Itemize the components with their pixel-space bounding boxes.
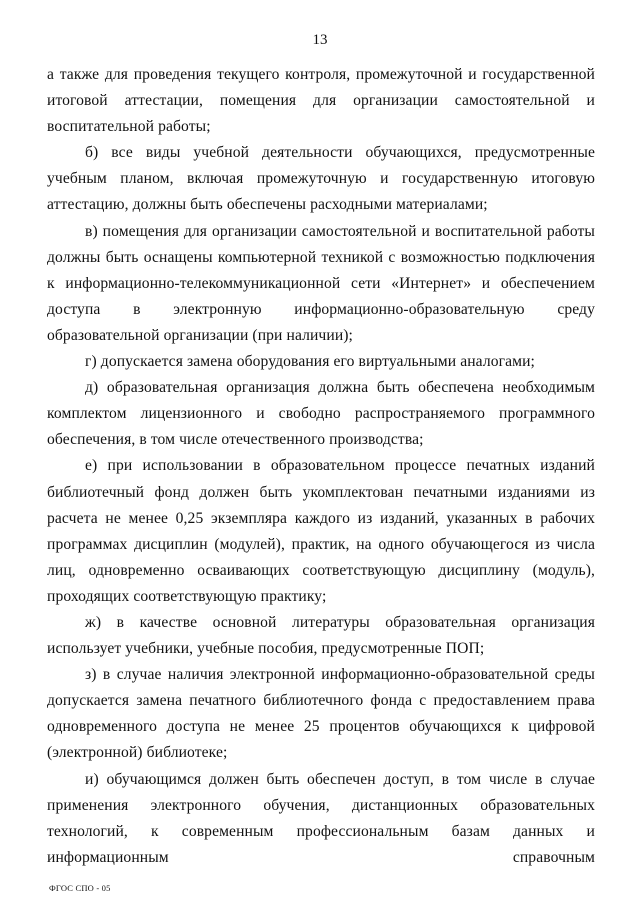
paragraph-item-b: б) все виды учебной деятельности обучающихся, предусмотренные учебным планом, включая промежуточную и государственную итоговую аттестацию, должны быть обеспечены расходными материалами; bbox=[47, 144, 595, 214]
paragraph-item-d: д) образовательная организация должна быть обеспечена необходимым комплектом лицензионного и свободно распространяемого программного обеспечения, в том числе отечественного производства; bbox=[47, 379, 595, 449]
footer-label: ФГОС СПО - 05 bbox=[49, 883, 111, 893]
paragraph-item-g: г) допускается замена оборудования его виртуальными аналогами; bbox=[85, 353, 535, 371]
document-body bbox=[47, 62, 595, 871]
page-number: 13 bbox=[312, 32, 328, 48]
paragraph-item-v: в) помещения для организации самостоятельной и воспитательной работы должны быть оснащены компьютерной техникой с возможностью подключения к информационно-телекоммуникационной сети «Интернет» и обеспечением доступа в электронную информационно-образовательную среду образовательной организации (при наличии); bbox=[47, 222, 595, 344]
paragraph-continuation: а также для проведения текущего контроля, промежуточной и государственной итоговой аттестации, помещения для организации самостоятельной и воспитательной работы; bbox=[47, 66, 595, 136]
paragraph-item-e: е) при использовании в образовательном процессе печатных изданий библиотечный фонд должен быть укомплектован печатными изданиями из расчета не менее 0,25 экземпляра каждого из изданий, указанных в рабочих программах дисциплин (модулей), практик, на одного обучающегося из числа лиц, одновременно осваивающих соответствующую дисциплину (модуль), проходящих соответствующую практику; bbox=[47, 457, 595, 605]
paragraph-item-zh: ж) в качестве основной литературы образовательная организация использует учебники, учебные пособия, предусмотренные ПОП; bbox=[47, 613, 595, 658]
paragraph-item-z: з) в случае наличия электронной информационно-образовательной среды допускается замена печатного библиотечного фонда с предоставлением права одновременного доступа не менее 25 процентов обучающихся к цифровой (электронной) библиотеке; bbox=[47, 666, 595, 762]
paragraph-item-i: и) обучающимся должен быть обеспечен доступ, в том числе в случае применения электронного обучения, дистанционных образовательных технологий, к современным профессиональным базам данных и информационным справочным bbox=[47, 770, 595, 866]
